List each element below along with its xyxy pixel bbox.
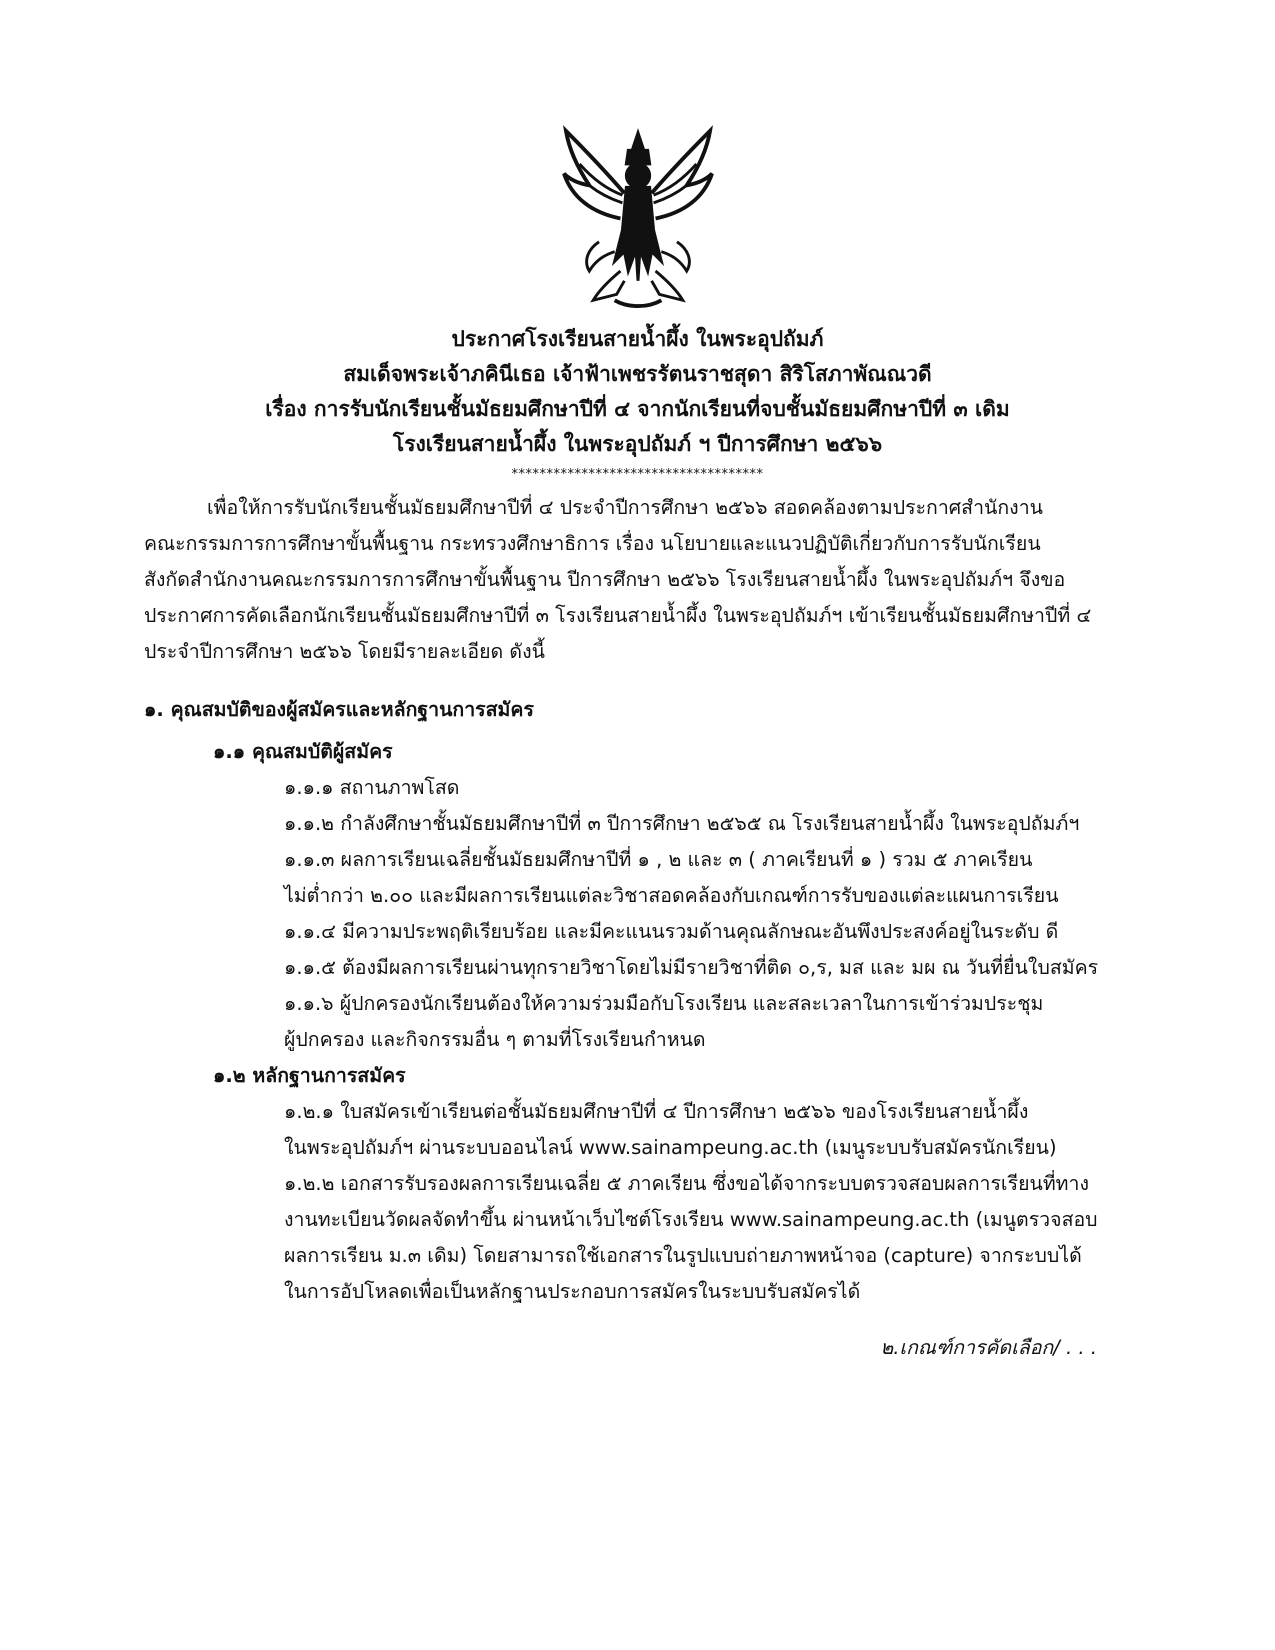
- garuda-emblem-icon: [560, 125, 716, 310]
- intro-line-1: เพื่อให้การรับนักเรียนชั้นมัธยมศึกษาปีที่ ๔ ประจำปีการศึกษา ๒๕๖๖ สอดคล้องตามประกาศสำนักงาน: [207, 496, 1043, 519]
- subsection-1-2-title: ๑.๒ หลักฐานการสมัคร: [213, 1064, 406, 1087]
- header-line-subject: เรื่อง การรับนักเรียนชั้นมัธยมศึกษาปีที่ ๔ จากนักเรียนที่จบชั้นมัธยมศึกษาปีที่ ๓ เดิม: [265, 397, 1010, 421]
- evidence-item-cont: ในพระอุปถัมภ์ฯ ผ่านระบบออนไลน์ www.sainampeung.ac.th (เมนูระบบรับสมัครนักเรียน): [284, 1136, 1057, 1159]
- evidence-item-cont: ในการอัปโหลดเพื่อเป็นหลักฐานประกอบการสมัครในระบบรับสมัครได้: [284, 1280, 861, 1303]
- qualification-item: ๑.๑.๖ ผู้ปกครองนักเรียนต้องให้ความร่วมมือกับโรงเรียน และสละเวลาในการเข้าร่วมประชุม: [284, 992, 1044, 1015]
- intro-line-3: สังกัดสำนักงานคณะกรรมการการศึกษาขั้นพื้นฐาน ปีการศึกษา ๒๕๖๖ โรงเรียนสายน้ำผึ้ง ในพระอุปถัมภ์ฯ จึงขอ: [144, 568, 1066, 591]
- divider: ************************************: [511, 467, 764, 482]
- qualification-item: ๑.๑.๕ ต้องมีผลการเรียนผ่านทุกรายวิชาโดยไม่มีรายวิชาที่ติด ๐,ร, มส และ มผ ณ วันที่ยื่นใบสมัคร: [284, 956, 1099, 979]
- section-1-title: ๑. คุณสมบัติของผู้สมัครและหลักฐานการสมัคร: [144, 698, 534, 721]
- intro-line-5: ประจำปีการศึกษา ๒๕๖๖ โดยมีรายละเอียด ดังนี้: [144, 640, 545, 663]
- header-line-patron: สมเด็จพระเจ้าภคินีเธอ เจ้าฟ้าเพชรรัตนราชสุดา สิริโสภาพัณณวดี: [343, 362, 932, 386]
- evidence-item-cont: งานทะเบียนวัดผลจัดทำขึ้น ผ่านหน้าเว็บไซต์โรงเรียน www.sainampeung.ac.th (เมนูตรวจสอบ: [284, 1208, 1098, 1231]
- header-line-year: โรงเรียนสายน้ำผึ้ง ในพระอุปถัมภ์ ฯ ปีการศึกษา ๒๕๖๖: [392, 432, 883, 456]
- header-line-school: ประกาศโรงเรียนสายน้ำผึ้ง ในพระอุปถัมภ์: [451, 327, 824, 351]
- qualification-item-cont: ผู้ปกครอง และกิจกรรมอื่น ๆ ตามที่โรงเรียนกำหนด: [284, 1028, 706, 1051]
- intro-line-2: คณะกรรมการการศึกษาขั้นพื้นฐาน กระทรวงศึกษาธิการ เรื่อง นโยบายและแนวปฏิบัติเกี่ยวกับการรับนักเรียน: [144, 532, 1041, 555]
- qualification-item: ๑.๑.๓ ผลการเรียนเฉลี่ยชั้นมัธยมศึกษาปีที่ ๑ , ๒ และ ๓ ( ภาคเรียนที่ ๑ ) รวม ๕ ภาคเรียน: [284, 848, 1033, 871]
- evidence-item-cont: ผลการเรียน ม.๓ เดิม) โดยสามารถใช้เอกสารในรูปแบบถ่ายภาพหน้าจอ (capture) จากระบบได้: [284, 1244, 1082, 1267]
- page-continuation: ๒.เกณฑ์การคัดเลือก/ . . .: [880, 1336, 1097, 1359]
- qualification-item: ๑.๑.๑ สถานภาพโสด: [284, 776, 460, 799]
- announcement-header: [0, 322, 1275, 462]
- subsection-1-1-title: ๑.๑ คุณสมบัติผู้สมัคร: [213, 740, 393, 763]
- evidence-item: ๑.๒.๒ เอกสารรับรองผลการเรียนเฉลี่ย ๕ ภาคเรียน ซึ่งขอได้จากระบบตรวจสอบผลการเรียนที่ทาง: [284, 1172, 1090, 1195]
- qualification-item: ๑.๑.๒ กำลังศึกษาชั้นมัธยมศึกษาปีที่ ๓ ปีการศึกษา ๒๕๖๕ ณ โรงเรียนสายน้ำผึ้ง ในพระอุปถัมภ์ฯ: [284, 812, 1080, 835]
- qualification-item: ๑.๑.๔ มีความประพฤติเรียบร้อย และมีคะแนนรวมด้านคุณลักษณะอันพึงประสงค์อยู่ในระดับ ดี: [284, 920, 1059, 943]
- qualification-item-cont: ไม่ต่ำกว่า ๒.๐๐ และมีผลการเรียนแต่ละวิชาสอดคล้องกับเกณฑ์การรับของแต่ละแผนการเรียน: [284, 884, 1059, 907]
- evidence-item: ๑.๒.๑ ใบสมัครเข้าเรียนต่อชั้นมัธยมศึกษาปีที่ ๔ ปีการศึกษา ๒๕๖๖ ของโรงเรียนสายน้ำผึ้ง: [284, 1100, 1029, 1123]
- intro-line-4: ประกาศการคัดเลือกนักเรียนชั้นมัธยมศึกษาปีที่ ๓ โรงเรียนสายน้ำผึ้ง ในพระอุปถัมภ์ฯ เข้าเรียนชั้นมัธยมศึกษาปีที่ ๔: [144, 604, 1092, 627]
